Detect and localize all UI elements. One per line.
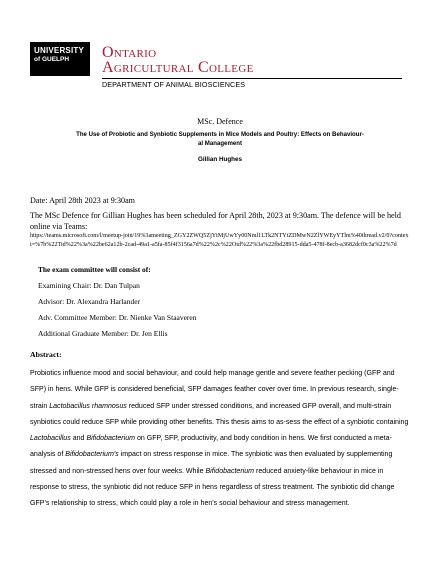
college-name	[102, 45, 254, 75]
abstract-species: Bifidobacterium	[86, 435, 136, 443]
abstract-species: Lactobacillus rhamnosus	[49, 402, 127, 410]
abstract-body	[30, 366, 411, 513]
teams-meeting-link[interactable]: https://teams.microsoft.com/l/meetup-join/19%3ameeting_ZGY2ZWQ5ZjYtMjUwYy00Nml1LTk2NTYtZDMwN2ZlYWEyYTlm%40thread.v2/0?context=%7b%22Tid%22%3a%22be62a12b-2cad-49a1-a5fa-85f4f3156a7d%22%2c%22Oid%22%3a%22fbd28915-dda5-478f-8ecb-a3682dcf0c3a%22%7d	[30, 233, 409, 248]
thesis-title	[30, 131, 410, 148]
thesis-title-line-1: The Use of Probiotic and Synbiotic Supplements in Mice Models and Poultry: Effects on Behaviour-	[76, 131, 364, 138]
abstract-text: Probiotics influence mood and social behaviour, and could help manage gentle and severe feather pecking (GFP and SFP) in hens. While GFP is considered beneficial, SFP damages feather cover over time. In previous research, single-strain	[30, 370, 399, 410]
logo-line-2: of GUELPH	[34, 56, 70, 63]
header-divider	[102, 78, 402, 79]
committee-member: Additional Graduate Member: Dr. Jen Ellis	[38, 329, 168, 338]
college-name-line-2: Agricultural College	[102, 59, 254, 76]
abstract-species: Bifidobacterium's	[65, 451, 119, 459]
abstract-text: reduced SFP under stressed conditions, and increased GFP overall, and multi-strain synbiotics could reduce SFP while providing other benefits. This thesis aims to as-sess the effect of a synbiotic containing	[30, 402, 409, 426]
notice-heading: MSc. Defence	[197, 117, 243, 126]
committee-heading: The exam committee will consist of:	[38, 265, 151, 274]
defence-date: Date: April 28th 2023 at 9:30am	[30, 196, 135, 205]
committee-member: Examining Chair: Dr. Dan Tulpan	[38, 281, 140, 290]
thesis-title-line-2: al Management	[197, 139, 243, 147]
abstract-heading: Abstract:	[30, 350, 62, 359]
abstract-species: Lactobacillus	[30, 435, 71, 443]
author-name: Gillian Hughes	[197, 156, 243, 163]
abstract-text: on GFP, SFP, productivity, and body condition in hens. We first conducted a meta-analysis of	[30, 435, 392, 459]
university-logo	[30, 42, 90, 76]
announcement-text: The MSc Defence for Gillian Hughes has been scheduled for April 28th, 2023 at 9:30am. The defence will be held online via Teams:	[30, 211, 401, 231]
college-name-line-1: Ontario	[102, 44, 157, 61]
committee-member: Advisor: Dr. Alexandra Harlander	[38, 297, 141, 306]
logo-line-1: UNIVERSITY	[34, 46, 85, 55]
announcement-paragraph	[30, 211, 410, 249]
department-name: DEPARTMENT OF ANIMAL BIOSCIENCES	[102, 80, 246, 89]
abstract-text: reduced anxiety-like behaviour in mice in response to stress, the synbiotic did not reduce SFP in hens regardless of stress treatment. The synbiotic did change GFP's relationship to stress, which could play a role in hen's social behaviour and stress management.	[30, 467, 395, 508]
abstract-species: Bifidobacterium	[205, 467, 255, 475]
abstract-text: and	[70, 435, 87, 443]
abstract-text: impact on stress response in mice. The synbiotic was then evaluated by supplementing stressed and non-stressed hens over four weeks. While	[30, 451, 393, 475]
committee-member: Adv. Committee Member: Dr. Nienke Van Staaveren	[38, 313, 197, 322]
